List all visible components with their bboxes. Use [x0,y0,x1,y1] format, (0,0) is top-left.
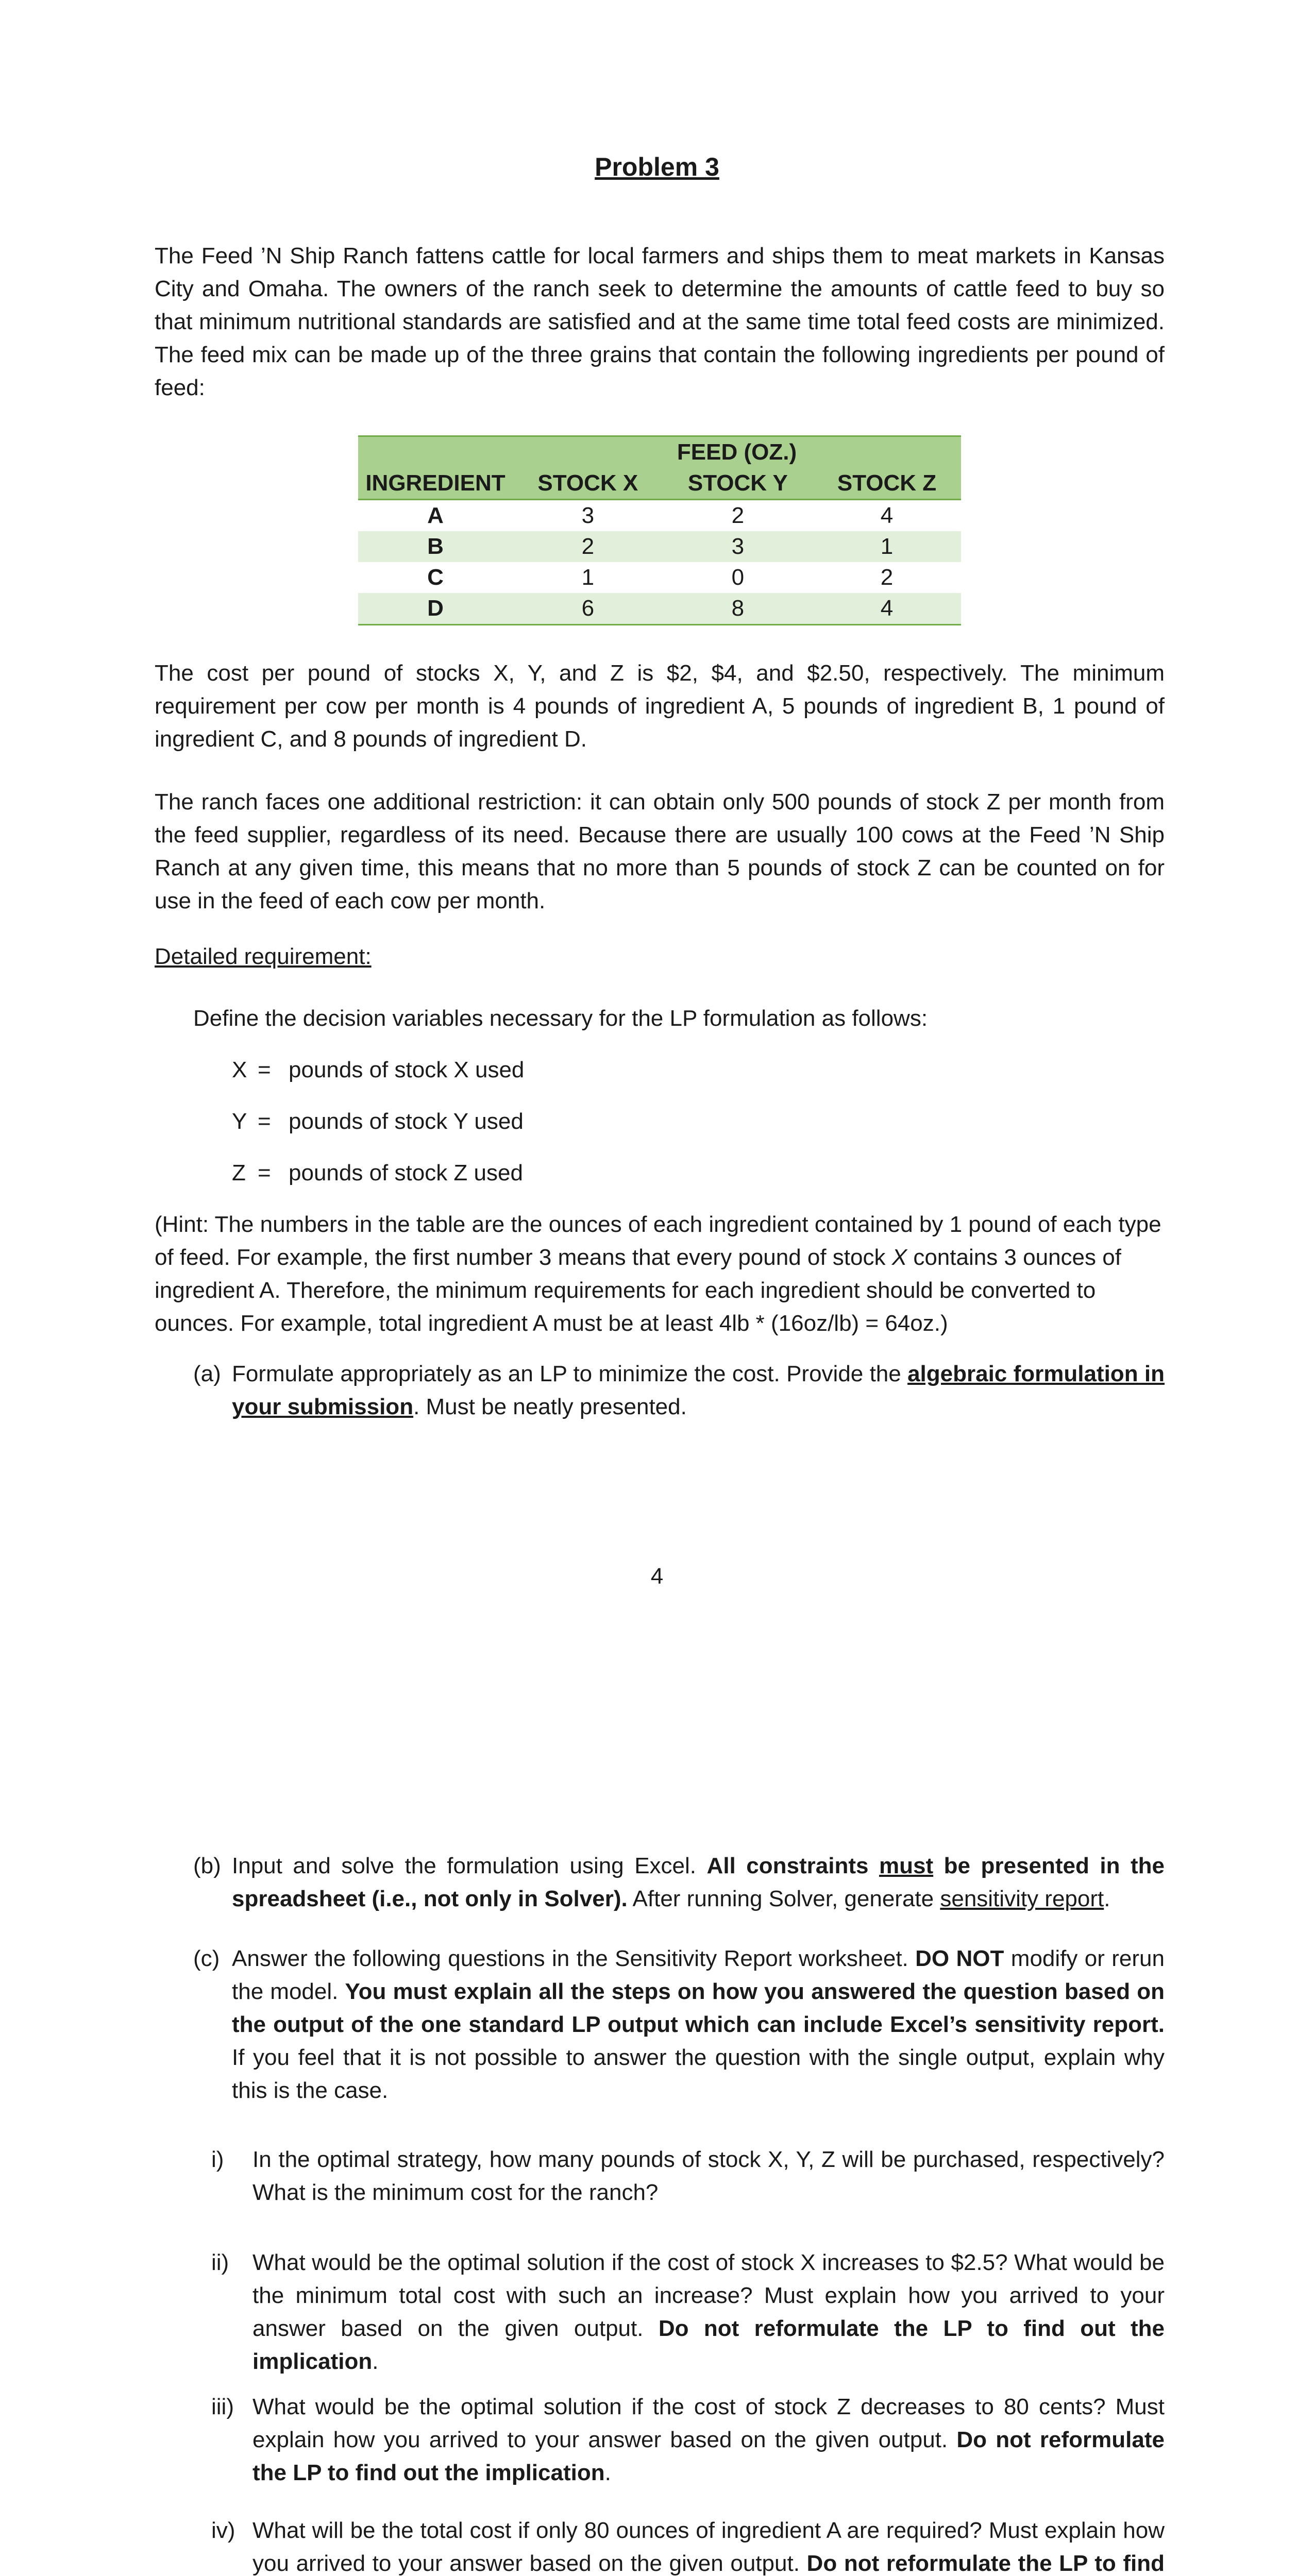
restriction-paragraph: The ranch faces one additional restriction: it can obtain only 500 pounds of stock Z per month from the feed supplier, regardless of its need. Because there are usually 100 cows at the Feed ’N Ship Ranch at any given time, this means that no more than 5 pounds of stock Z can be counted on for use in the feed of each cow per month. [155,789,1165,913]
col-stock-z: STOCK Z [813,468,961,500]
page-5: (b) Input and solve the formulation using Excel. All constraints must be presented in the spreadsheet (i.e., not only in Solver). After running Solver, generate sensitivity report. (c) Answer the following questions in the Sensitivity Report worksheet. DO NOT modify or rerun the model. You must explain all the steps on how you answered the question based on the output of the one standard LP output which can include Excel’s sensitivity report. If you feel that it is not possible to answer the question with the single output, explain why this is the case. i) In the optimal strategy, how many pounds of stock X, Y, Z will be purchased, respectively? What is the minimum cost for the ranch? ii) What would be the optimal solution if the cost of stock X increases to $2.5? What would be the minimum total cost with such an increase? Must explain how you arrived to your answer based on the given output. Do not reformulate the LP to find out the implication. iii) What would be the optimal solution if the cost of stock Z decreases to 80 cents? Must explain how you arrived to your answer based on the given output. Do not reformulate the LP to find out the implication. iv) What will be the total cost if only 80 ounces of ingredient A are required? Must explain how you arrived to your answer based on the given output. Do not reformulate the LP to find [193,1853,1165,2576]
define-variables-line: Define the decision variables necessary for the LP formulation as follows: [193,1006,928,1031]
col-stock-x: STOCK X [513,468,663,500]
feed-oz-header: FEED (OZ.) [513,436,961,468]
page-4: Problem 3 The Feed ’N Ship Ranch fattens cattle for local farmers and ships them to meat markets in Kansas City and Omaha. The owners of the ranch seek to determine the amounts of cattle feed to buy so that minimum nutritional standards are satisfied and at the same time total feed costs are minimized. The feed mix can be made up of the three grains that contain the following ingredients per pound of feed: FEED (OZ.) INGREDIENT STOCK X STOCK Y STOCK Z A 3 2 4 B 2 3 1 C 1 0 2 D 6 8 4 The cost per pound of stocks X, Y, and Z is $2, $4, and $2.50, respectively. The minimum requirement per cow per month is 4 pounds of ingredient A, 5 pounds of ingredient B, 1 pound of ingredient C, and 8 pounds of ingredient D. The ranch faces one additional restriction: it can obtain only 500 pounds of stock Z per month from the feed supplier, regardless of its need. Because there are usually 100 cows at the Feed ’N Ship Ranch at any given time, this means that no more than 5 pounds of stock Z can be counted on for use in the feed of each cow per month. Detailed requirement: Define the decision variables necessary for the LP formulation as follows: X = pounds of stock X used Y = pounds of stock Y used Z = pounds of stock Z used (Hint: The numbers in the table are the ounces of each ingredient contained by 1 pound of each type of feed. For example, the first number 3 means that every pound of stock X contains 3 ounces of ingredient A. Therefore, the minimum requirements for each ingredient should be converted to ounces. For example, total ingredient A must be at least 4lb * (16oz/lb) = 64oz.) (a) Formulate appropriately as an LP to minimize the cost. Provide the algebraic formulation in your submission. Must be neatly presented. 4 [0,0,1314,1700]
table-row: C 1 0 2 [358,562,961,593]
table-row: D 6 8 4 [358,593,961,625]
hint-paragraph: (Hint: The numbers in the table are the ounces of each ingredient contained by 1 pound of each type of feed. For example, the first number 3 means that every pound of stock X contains 3 ounces of ingredient A. Therefore, the minimum requirements for each ingredient should be converted to ounces. For example, total ingredient A must be at least 4lb * (16oz/lb) = 64oz.) [155,1212,1161,1336]
table-row: B 2 3 1 [358,531,961,562]
variable-z-definition: Z = pounds of stock Z used [232,1160,523,1185]
col-ingredient: INGREDIENT [358,468,513,500]
cost-paragraph: The cost per pound of stocks X, Y, and Z is $2, $4, and $2.50, respectively. The minimum requirement per cow per month is 4 pounds of ingredient A, 5 pounds of ingredient B, 1 pound of ingredient C, and 8 pounds of ingredient D. [155,660,1165,752]
table-column-header-row [358,468,961,500]
feed-ingredient-table [358,435,961,625]
problem-title: Problem 3 [595,152,719,181]
page-number: 4 [650,1564,664,1589]
intro-paragraph: The Feed ’N Ship Ranch fattens cattle for local farmers and ships them to meat markets in Kansas City and Omaha. The owners of the ranch seek to determine the amounts of cattle feed to buy so that minimum nutritional standards are satisfied and at the same time total feed costs are minimized. The feed mix can be made up of the three grains that contain the following ingredients per pound of feed: [155,243,1165,400]
detailed-requirement-heading: Detailed requirement: [155,944,372,969]
variable-x-definition: X = pounds of stock X used [232,1057,525,1082]
table-group-header-row [358,436,961,468]
variable-y-definition: Y = pounds of stock Y used [232,1109,524,1134]
table-row: A 3 2 4 [358,500,961,532]
col-stock-y: STOCK Y [663,468,813,500]
